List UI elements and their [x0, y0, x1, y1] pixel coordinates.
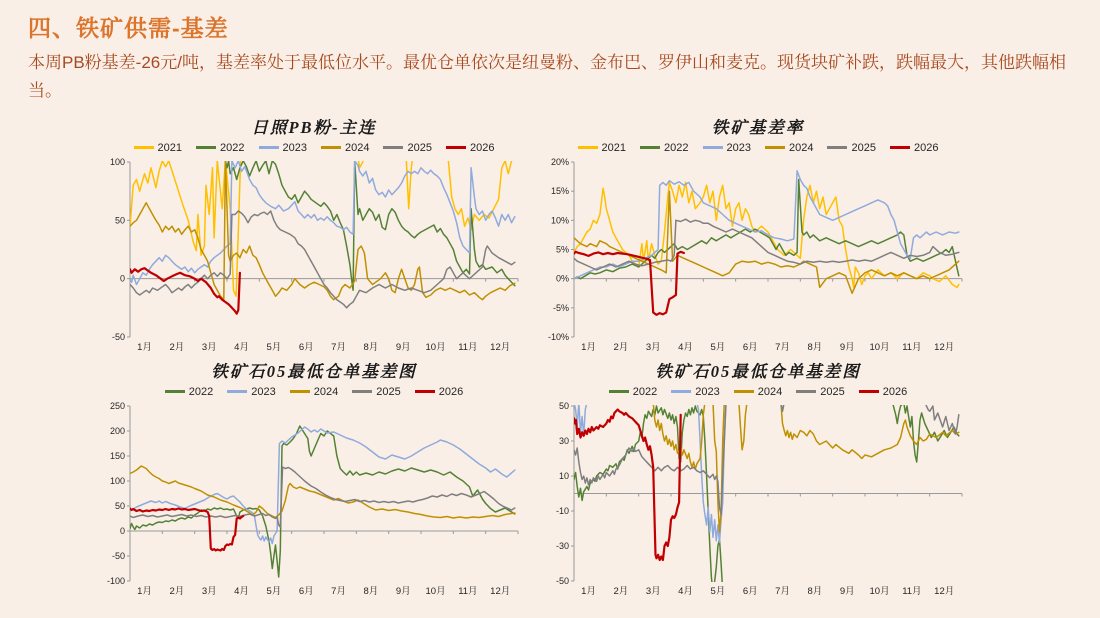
x-tick-label: 10月 [869, 342, 890, 353]
y-tick-label: 200 [109, 426, 125, 436]
legend-label: 2021 [601, 141, 627, 154]
y-tick-label: 50 [114, 215, 125, 226]
series-2024-line [739, 403, 747, 450]
legend-label: 2021 [157, 141, 183, 154]
legend-line-swatch [703, 146, 723, 149]
y-tick-label: -50 [111, 551, 125, 561]
x-tick-label: 9月 [839, 342, 855, 353]
x-tick-label: 3月 [645, 586, 661, 597]
legend-line-swatch [890, 146, 910, 150]
legend-label: 2022 [188, 385, 214, 398]
y-tick-label: 250 [109, 401, 125, 411]
y-tick-label: 10 [558, 471, 569, 481]
x-tick-label: 7月 [775, 342, 790, 353]
legend-label: 2023 [282, 141, 307, 154]
x-tick-label: 2月 [613, 586, 629, 597]
series-2025-line [925, 403, 959, 435]
legend-label: 2026 [469, 141, 495, 154]
legend-item-2025 [383, 142, 431, 154]
x-tick-label: 6月 [298, 342, 314, 353]
x-tick-label: 12月 [490, 342, 511, 353]
legend-label: 2025 [376, 385, 401, 398]
x-tick-label: 11月 [458, 586, 478, 597]
y-tick-label: 50 [558, 401, 569, 411]
x-tick-label: 11月 [902, 342, 922, 353]
x-tick-label: 8月 [363, 342, 379, 353]
x-tick-label: 7月 [775, 586, 790, 597]
y-tick-label: -5% [552, 302, 569, 313]
x-tick-label: 3月 [201, 342, 217, 353]
legend-item-2021 [578, 142, 626, 154]
y-tick-label: -30 [555, 541, 569, 551]
legend-line-swatch [671, 390, 691, 393]
page-title: 四、铁矿供需-基差 [28, 15, 229, 41]
legend-item-2022 [640, 142, 688, 154]
legend-item-2026 [446, 142, 494, 154]
x-tick-label: 2月 [169, 342, 185, 353]
x-tick-label: 3月 [645, 342, 661, 353]
y-tick-label: -100 [106, 576, 125, 586]
chart-rizhao-pb-main [94, 116, 534, 360]
x-tick-label: 8月 [807, 586, 823, 597]
legend-line-swatch [259, 146, 279, 149]
y-tick-label: -10% [547, 332, 569, 342]
chart-plot-holder [94, 156, 534, 359]
legend-line-swatch [827, 146, 847, 149]
x-tick-label: 8月 [363, 586, 379, 597]
x-tick-label: 10月 [425, 342, 446, 353]
legend-line-swatch [321, 146, 341, 149]
chart-plot-holder [538, 400, 978, 603]
x-tick-label: 10月 [869, 586, 890, 597]
legend-item-2023 [259, 142, 307, 154]
legend-line-swatch [134, 146, 154, 149]
legend-line-swatch [859, 390, 879, 394]
y-tick-label: 0 [119, 273, 125, 284]
x-tick-label: 1月 [137, 342, 152, 353]
x-tick-label: 7月 [331, 342, 346, 353]
x-tick-label: 4月 [234, 342, 249, 353]
x-tick-label: 10月 [425, 586, 446, 597]
legend-label: 2024 [345, 141, 370, 154]
legend-item-2026 [890, 142, 938, 154]
legend-item-2021 [134, 142, 182, 154]
legend-label: 2025 [820, 385, 845, 398]
chart-plot [94, 400, 526, 598]
x-tick-label: 12月 [490, 586, 511, 597]
x-tick-label: 4月 [678, 342, 693, 353]
legend-label: 2024 [313, 385, 339, 398]
legend-line-swatch [415, 390, 435, 394]
chart-io05-min-warrant-basis [94, 360, 534, 604]
series-2024-line [781, 403, 959, 459]
legend-item-2026 [415, 386, 463, 398]
legend-label: 2025 [851, 141, 876, 154]
chart-plot-holder [94, 400, 534, 603]
legend-line-swatch [383, 146, 403, 149]
x-tick-label: 9月 [395, 586, 411, 597]
legend-line-swatch [796, 390, 816, 393]
x-tick-label: 12月 [934, 342, 955, 353]
x-tick-label: 1月 [581, 342, 596, 353]
chart-plot [94, 156, 526, 354]
chart-io05-min-warrant-basis-zoom [538, 360, 978, 604]
legend-item-2025 [352, 386, 400, 398]
legend-label: 2023 [695, 385, 720, 398]
x-tick-label: 6月 [742, 342, 758, 353]
y-tick-label: 100 [109, 476, 125, 486]
x-tick-label: 9月 [395, 342, 411, 353]
legend-line-swatch [765, 146, 785, 149]
charts-grid [94, 116, 982, 604]
chart-iron-ore-basis-rate [538, 116, 978, 360]
x-tick-label: 4月 [234, 586, 249, 597]
y-tick-label: -50 [111, 332, 125, 342]
chart-title: 铁矿石05最低仓单基差图 [655, 362, 861, 381]
x-tick-label: 3月 [201, 586, 217, 597]
legend-item-2022 [165, 386, 213, 398]
chart-legend [538, 140, 978, 155]
series-2026-line [130, 509, 243, 551]
chart-title: 铁矿基差率 [711, 118, 805, 137]
legend-label: 2022 [220, 141, 245, 154]
legend-item-2025 [796, 386, 844, 398]
x-tick-label: 5月 [266, 342, 282, 353]
y-tick-label: -10 [555, 506, 569, 516]
legend-label: 2024 [789, 141, 814, 154]
legend-label: 2023 [726, 141, 751, 154]
y-tick-label: 150 [109, 451, 125, 461]
legend-label: 2026 [882, 385, 908, 398]
y-tick-label: 15% [550, 186, 569, 197]
legend-label: 2025 [407, 141, 432, 154]
legend-line-swatch [734, 390, 754, 393]
x-tick-label: 12月 [934, 586, 955, 597]
legend-item-2024 [321, 142, 369, 154]
x-tick-label: 2月 [169, 586, 185, 597]
legend-item-2022 [196, 142, 244, 154]
legend-item-2023 [227, 386, 275, 398]
legend-line-swatch [446, 146, 466, 150]
x-tick-label: 5月 [710, 586, 726, 597]
x-tick-label: 11月 [902, 586, 922, 597]
y-tick-label: 20% [550, 157, 569, 167]
legend-line-swatch [640, 146, 660, 149]
legend-item-2026 [859, 386, 907, 398]
x-tick-label: 9月 [839, 586, 855, 597]
series-2023-line [130, 161, 515, 285]
legend-line-swatch [227, 390, 247, 393]
chart-plot-holder [538, 156, 978, 359]
series-2022-line [130, 426, 515, 577]
series-2024-line [574, 191, 959, 293]
x-tick-label: 8月 [807, 342, 823, 353]
chart-legend [538, 384, 978, 399]
legend-item-2024 [290, 386, 338, 398]
legend-line-swatch [578, 146, 598, 149]
y-tick-label: 30 [558, 436, 569, 446]
chart-legend [94, 384, 534, 399]
y-tick-label: -50 [555, 576, 569, 586]
legend-line-swatch [196, 146, 216, 149]
chart-plot [538, 156, 970, 354]
x-tick-label: 1月 [137, 586, 152, 597]
series-2022-line [574, 180, 959, 279]
legend-line-swatch [290, 390, 310, 393]
x-tick-label: 7月 [331, 586, 346, 597]
x-tick-label: 5月 [710, 342, 726, 353]
legend-line-swatch [609, 390, 629, 393]
intro-text: 本周PB粉基差-26元/吨，基差率处于最低位水平。最优仓单依次是纽曼粉、金布巴、罗伊山和麦克。现货块矿补跌，跌幅最大，其他跌幅相当。 [28, 53, 1066, 100]
legend-label: 2026 [438, 385, 464, 398]
legend-item-2022 [609, 386, 657, 398]
x-tick-label: 6月 [298, 586, 314, 597]
y-tick-label: 10% [550, 215, 569, 226]
y-tick-label: 0 [119, 526, 125, 536]
legend-label: 2024 [757, 385, 783, 398]
chart-legend [94, 140, 534, 155]
legend-item-2024 [765, 142, 813, 154]
y-tick-label: 100 [109, 157, 125, 167]
x-tick-label: 5月 [266, 586, 282, 597]
y-tick-label: 50 [114, 501, 125, 511]
x-tick-label: 6月 [742, 586, 758, 597]
legend-line-swatch [352, 390, 372, 393]
legend-item-2023 [703, 142, 751, 154]
legend-item-2023 [671, 386, 719, 398]
legend-item-2025 [827, 142, 875, 154]
x-tick-label: 2月 [613, 342, 629, 353]
y-tick-label: 0% [555, 273, 569, 284]
legend-label: 2026 [913, 141, 939, 154]
chart-title: 铁矿石05最低仓单基差图 [211, 362, 417, 381]
legend-item-2024 [734, 386, 782, 398]
legend-label: 2022 [632, 385, 658, 398]
x-tick-label: 4月 [678, 586, 693, 597]
x-tick-label: 11月 [458, 342, 478, 353]
x-tick-label: 1月 [581, 586, 596, 597]
legend-label: 2022 [664, 141, 689, 154]
chart-title: 日照PB粉-主连 [251, 118, 377, 137]
legend-line-swatch [165, 390, 185, 393]
chart-plot [538, 400, 970, 598]
y-tick-label: 5% [555, 244, 569, 255]
series-2021-line [574, 182, 959, 287]
legend-label: 2023 [251, 385, 276, 398]
